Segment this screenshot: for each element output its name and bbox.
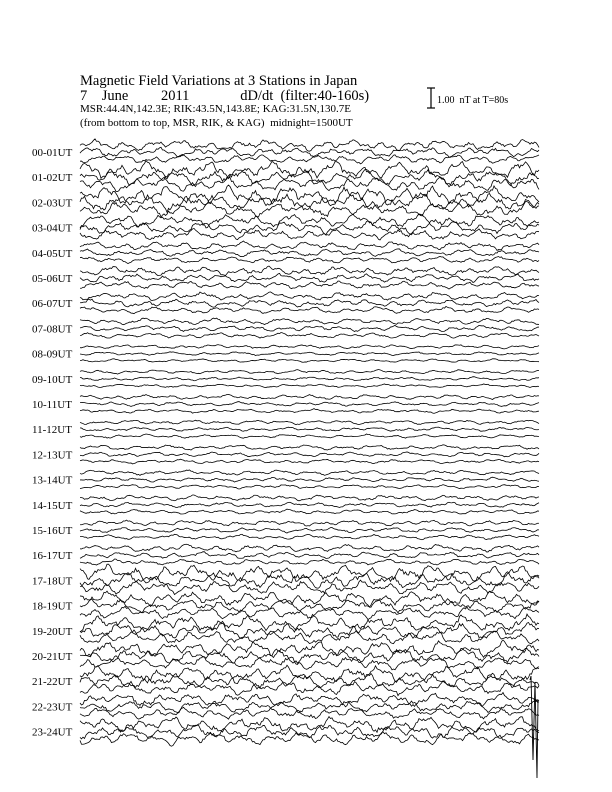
hour-label: 07-08UT <box>32 323 73 336</box>
trace-rik <box>80 299 539 307</box>
hour-label: 21-22UT <box>32 676 73 689</box>
hour-label: 09-10UT <box>32 373 73 386</box>
trace-msr <box>80 306 539 313</box>
trace-msr <box>80 559 539 565</box>
trace-msr <box>80 384 539 388</box>
hour-label: 00-01UT <box>32 147 73 159</box>
trace-msr <box>80 409 539 414</box>
trace-rik <box>80 452 539 457</box>
hour-label: 10-11UT <box>32 399 72 411</box>
hour-label: 18-19UT <box>32 600 73 613</box>
trace-rik <box>80 528 539 533</box>
hour-label: 05-06UT <box>32 273 73 285</box>
trace-rik <box>80 194 539 213</box>
trace-rik <box>80 477 539 482</box>
hour-label: 01-02UT <box>32 172 73 185</box>
trace-msr <box>80 281 539 289</box>
trace-msr <box>80 228 539 240</box>
trace-kag <box>80 420 539 424</box>
trace-rik <box>80 427 539 431</box>
hour-label: 04-05UT <box>32 247 73 260</box>
trace-kag <box>80 640 539 658</box>
trace-rik <box>80 502 539 507</box>
hour-label: 11-12UT <box>32 424 72 437</box>
trace-rik <box>80 147 539 157</box>
trace-kag <box>80 693 539 707</box>
year: 2011 <box>160 88 190 104</box>
trace-kag <box>80 266 539 275</box>
trace-kag <box>80 544 539 552</box>
hour-label: 17-18UT <box>32 575 73 588</box>
trace-kag <box>80 394 539 399</box>
trace-msr <box>80 333 539 339</box>
hour-label: 20-21UT <box>32 651 73 663</box>
trace-kag <box>80 470 539 475</box>
trace-msr <box>80 202 539 218</box>
hour-label: 06-07UT <box>32 298 73 311</box>
trace-msr <box>80 732 539 746</box>
hour-label: 14-15UT <box>32 499 73 512</box>
trace-kag <box>80 292 539 301</box>
trace-msr <box>80 681 539 696</box>
trace-kag <box>80 185 539 205</box>
quantity: dD/dt <box>240 88 274 104</box>
trace-kag <box>80 318 539 325</box>
trace-msr <box>80 707 539 719</box>
trace-msr <box>80 434 539 438</box>
trace-kag <box>80 591 539 607</box>
day: 7 <box>80 88 88 104</box>
scale-bar-label: 1.00 nT at T=80s <box>437 95 509 106</box>
hour-label: 08-09UT <box>32 348 73 361</box>
trace-msr <box>80 459 539 464</box>
stations-line: MSR:44.4N,142.3E; RIK:43.5N,143.8E; KAG:31.5N,130.7E <box>80 103 352 115</box>
trace-kag <box>80 520 539 526</box>
hour-label: 16-17UT <box>32 550 73 563</box>
trace-kag <box>80 495 539 501</box>
chart-title: Magnetic Field Variations at 3 Stations in Japan <box>80 73 358 89</box>
hour-label: 13-14UT <box>32 474 73 487</box>
trace-rik <box>80 352 539 356</box>
trace-rik <box>80 725 539 739</box>
trace-kag <box>80 370 539 375</box>
hour-label: 23-24UT <box>32 726 73 739</box>
hour-label: 22-23UT <box>32 701 73 714</box>
trace-msr <box>80 509 539 514</box>
month: June <box>101 88 129 104</box>
trace-rik <box>80 552 539 559</box>
trace-kag <box>80 345 539 349</box>
trace-rik <box>80 249 539 257</box>
hour-label: 02-03UT <box>32 197 73 210</box>
trace-msr <box>80 359 539 362</box>
trace-rik <box>80 402 539 407</box>
hour-label: 19-20UT <box>32 625 73 638</box>
trace-rik <box>80 273 539 282</box>
trace-kag <box>80 241 539 250</box>
trace-msr <box>80 256 539 263</box>
trace-rik <box>80 221 539 235</box>
scale-bar <box>427 88 435 108</box>
trace-msr <box>80 485 539 489</box>
large-spike-trace <box>530 676 538 778</box>
hour-label: 15-16UT <box>32 525 73 537</box>
trace-kag <box>80 445 539 450</box>
trace-msr <box>80 534 539 539</box>
trace-msr <box>80 580 539 594</box>
trace-msr <box>80 177 539 191</box>
order-note: (from bottom to top, MSR, RIK, & KAG) <box>80 117 265 129</box>
trace-kag <box>80 717 539 733</box>
midnight-note: midnight=1500UT <box>270 117 353 129</box>
trace-rik <box>80 325 539 331</box>
trace-rik <box>80 377 539 381</box>
filter: (filter:40-160s) <box>280 88 370 104</box>
trace-kag <box>80 139 539 151</box>
trace-rik <box>80 699 539 712</box>
trace-kag <box>80 161 539 179</box>
hour-label: 03-04UT <box>32 222 73 235</box>
hour-label: 12-13UT <box>32 449 73 462</box>
